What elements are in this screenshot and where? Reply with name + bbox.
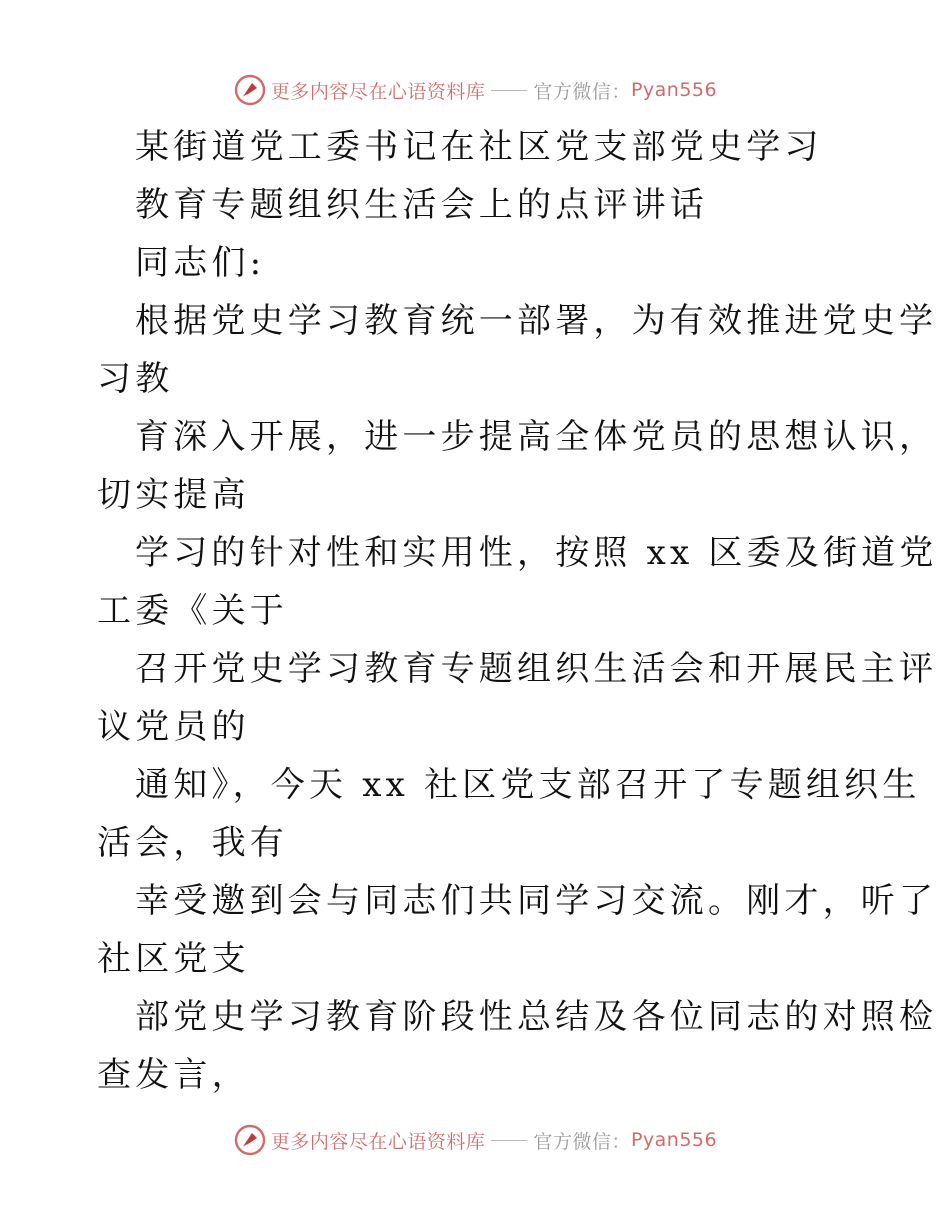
text-line: 幸受邀到会与同志们共同学习交流。刚才，听了 (135, 881, 938, 921)
pen-nib-icon (233, 1123, 267, 1157)
text-line: 同志们: (135, 243, 266, 283)
text-line: 部党史学习教育阶段性总结及各位同志的对照检 (135, 997, 938, 1037)
watermark-dash (491, 1140, 527, 1141)
text-line: 通知》，今天 xx 社区党支部召开了专题组织生 (135, 765, 921, 805)
text-line: 查发言， (97, 1055, 250, 1095)
text-line: 社区党支 (97, 939, 250, 979)
watermark-id-text: Pyan556 (630, 1129, 718, 1151)
text-line: 育深入开展，进一步提高全体党员的思想认识， (135, 417, 938, 457)
text-line: 切实提高 (97, 475, 250, 515)
watermark-main-text: 更多内容尽在心语资料库 (270, 80, 486, 103)
pen-nib-icon (233, 73, 267, 107)
text-line: 召开党史学习教育专题组织生活会和开展民主评 (135, 649, 938, 689)
text-line: 根据党史学习教育统一部署，为有效推进党史学 (135, 301, 938, 341)
watermark-side-text: 官方微信： (533, 1130, 631, 1153)
footer-watermark (0, 1120, 950, 1160)
text-line: 某街道党工委书记在社区党支部党史学习 (135, 127, 823, 167)
text-line: 活会，我有 (97, 823, 288, 863)
text-line: 学习的针对性和实用性，按照 xx 区委及街道党 (135, 533, 938, 573)
watermark-side-text: 官方微信： (533, 80, 631, 103)
document-body (97, 118, 938, 1104)
text-line: 教育专题组织生活会上的点评讲话 (135, 185, 708, 225)
text-line: 工委《关于 (97, 591, 288, 631)
watermark-id-text: Pyan556 (630, 79, 718, 101)
text-line: 议党员的 (97, 707, 250, 747)
watermark-dash (491, 90, 527, 91)
header-watermark (0, 70, 950, 110)
text-line: 习教 (97, 359, 174, 399)
watermark-main-text: 更多内容尽在心语资料库 (270, 1130, 486, 1153)
